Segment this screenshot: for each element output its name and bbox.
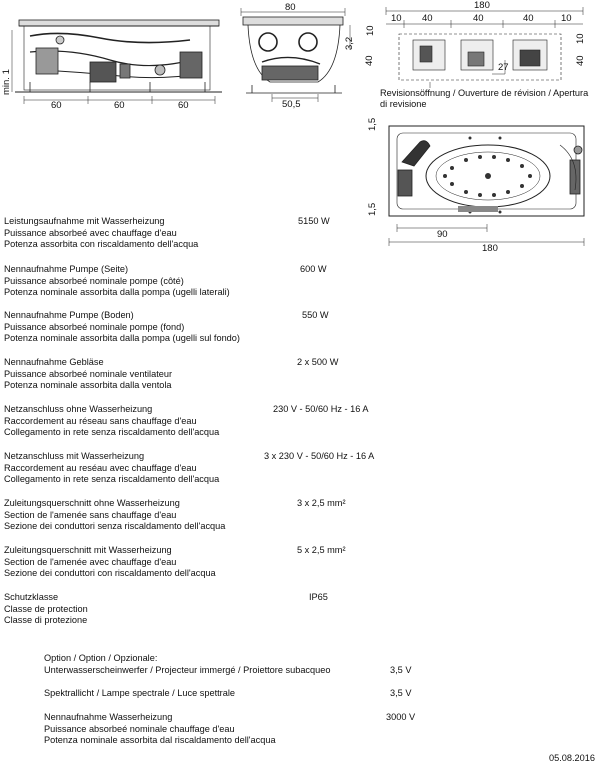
spec-mains-with-heating <box>4 451 274 486</box>
side-dim-1: 60 <box>51 100 62 111</box>
spec-power-with-heating <box>4 216 274 251</box>
spec-line: Nennaufnahme Pumpe (Boden) <box>4 310 134 320</box>
option-line: Potenza nominale assorbita dal riscaldamento dell'acqua <box>44 735 276 746</box>
option-line: Puissance absorbeé nominale chauffage d'eau <box>44 723 235 734</box>
top-seg-2: 40 <box>422 13 433 24</box>
spec-line: Zuleitungsquerschnitt mit Wasserheizung <box>4 545 172 555</box>
revision-label: Revisionsöffnung / Ouverture de révision / Apertura di revisione <box>380 88 589 109</box>
top-view-overall-label: 180 <box>474 0 490 11</box>
spec-line: Puissance absorbeé nominale ventilateur <box>4 368 173 379</box>
spec-line: Potenza nominale assorbita dalla ventola <box>4 380 172 391</box>
spec-line: Puissance absorbeé nominale pompe (côté) <box>4 275 184 286</box>
top-middle-label: 27 <box>498 62 509 73</box>
option-value: 3,5 V <box>390 688 412 698</box>
spec-line: Netzanschluss ohne Wasserheizung <box>4 404 153 414</box>
end-view-bottom-label: 50,5 <box>282 99 301 110</box>
side-view-min-label: min. 1 <box>1 69 12 95</box>
side-view <box>12 20 222 92</box>
spec-line: Potenza assorbita con riscaldamento dell'acqua <box>4 239 199 250</box>
end-view <box>243 17 350 93</box>
spec-line: Schutzklasse <box>4 592 59 602</box>
option-value: 3,5 V <box>390 665 412 675</box>
spec-value: 600 W <box>300 264 327 274</box>
spec-line: Raccordement au réseau sans chauffage d'eau <box>4 415 197 426</box>
spec-line: Collegamento in rete senza riscaldamento dell'acqua <box>4 474 220 485</box>
top-seg-4: 40 <box>523 13 534 24</box>
spec-protection-class <box>4 592 274 627</box>
top-seg-5: 10 <box>561 13 572 24</box>
spec-value: 5150 W <box>298 216 330 226</box>
spec-value: 230 V - 50/60 Hz - 16 A <box>273 404 369 414</box>
top-left-side: 40 <box>364 55 375 66</box>
plan-view <box>389 126 584 216</box>
top-seg-1: 10 <box>391 13 402 24</box>
end-view-right-label: 3,2 <box>344 36 355 50</box>
plan-inner-length: 90 <box>437 229 448 240</box>
spec-pump-side <box>4 264 274 299</box>
spec-line: Nennaufnahme Pumpe (Seite) <box>4 264 129 274</box>
spec-line: Sezione dei conduttori con riscaldamento dell'acqua <box>4 568 216 579</box>
option-water-heating <box>44 712 276 747</box>
spec-line: Raccordement au reséau avec chauffage d'eau <box>4 462 197 473</box>
spec-mains-without-heating <box>4 404 274 439</box>
option-underwater-light: Unterwasserscheinwerfer / Projecteur immergé / Proiettore subacqueo <box>44 665 331 675</box>
top-right-side: 40 <box>575 55 586 66</box>
plan-bottom-margin: 1,5 <box>367 202 378 216</box>
plan-top-margin: 1,5 <box>367 117 378 131</box>
spec-value: 2 x 500 W <box>297 357 339 367</box>
top-seg-3: 40 <box>473 13 484 24</box>
top-view <box>399 34 561 88</box>
spec-value: 3 x 2,5 mm² <box>297 498 346 508</box>
side-dim-3: 60 <box>178 100 189 111</box>
spec-line: Classe de protection <box>4 603 88 614</box>
spec-line: Puissance absorbeé avec chauffage d'eau <box>4 227 177 238</box>
spec-line: Potenza nominale assorbita dalla pompa (ugelli sul fondo) <box>4 333 240 344</box>
spec-pump-bottom <box>4 310 274 345</box>
top-inner-left: 10 <box>365 25 376 36</box>
spec-line: Zuleitungsquerschnitt ohne Wasserheizung <box>4 498 180 508</box>
side-dim-2: 60 <box>114 100 125 111</box>
top-inner-right: 10 <box>575 33 586 44</box>
spec-line: Section de l'amenée avec chauffage d'eau <box>4 556 177 567</box>
spec-line: Netzanschluss mit Wasserheizung <box>4 451 145 461</box>
spec-line: Collegamento in rete senza riscaldamento dell'acqua <box>4 427 220 438</box>
plan-overall-length: 180 <box>482 243 498 254</box>
spec-cable-without-heating <box>4 498 274 533</box>
spec-value: IP65 <box>309 592 328 602</box>
options-heading: Option / Option / Opzionale: <box>44 653 158 663</box>
option-value: 3000 V <box>386 712 416 722</box>
spec-line: Puissance absorbeé nominale pompe (fond) <box>4 321 185 332</box>
spec-line: Potenza nominale assorbita dalla pompa (ugelli laterali) <box>4 287 230 298</box>
spec-blower <box>4 357 274 392</box>
spec-line: Section de l'amenée sans chauffage d'eau <box>4 509 177 520</box>
spec-line: Nennaufnahme Gebläse <box>4 357 104 367</box>
spec-line: Leistungsaufnahme mit Wasserheizung <box>4 216 165 226</box>
spec-cable-with-heating <box>4 545 274 580</box>
option-line: Nennaufnahme Wasserheizung <box>44 712 173 722</box>
spec-line: Sezione dei conduttori senza riscaldamento dell'acqua <box>4 521 226 532</box>
spec-value: 5 x 2,5 mm² <box>297 545 346 555</box>
option-spectral-light: Spektrallicht / Lampe spectrale / Luce spettrale <box>44 688 235 698</box>
spec-line: Classe di protezione <box>4 615 88 626</box>
end-view-top-label: 80 <box>285 2 296 13</box>
spec-value: 3 x 230 V - 50/60 Hz - 16 A <box>264 451 375 461</box>
document-date: 05.08.2016 <box>549 753 595 763</box>
spec-value: 550 W <box>302 310 329 320</box>
